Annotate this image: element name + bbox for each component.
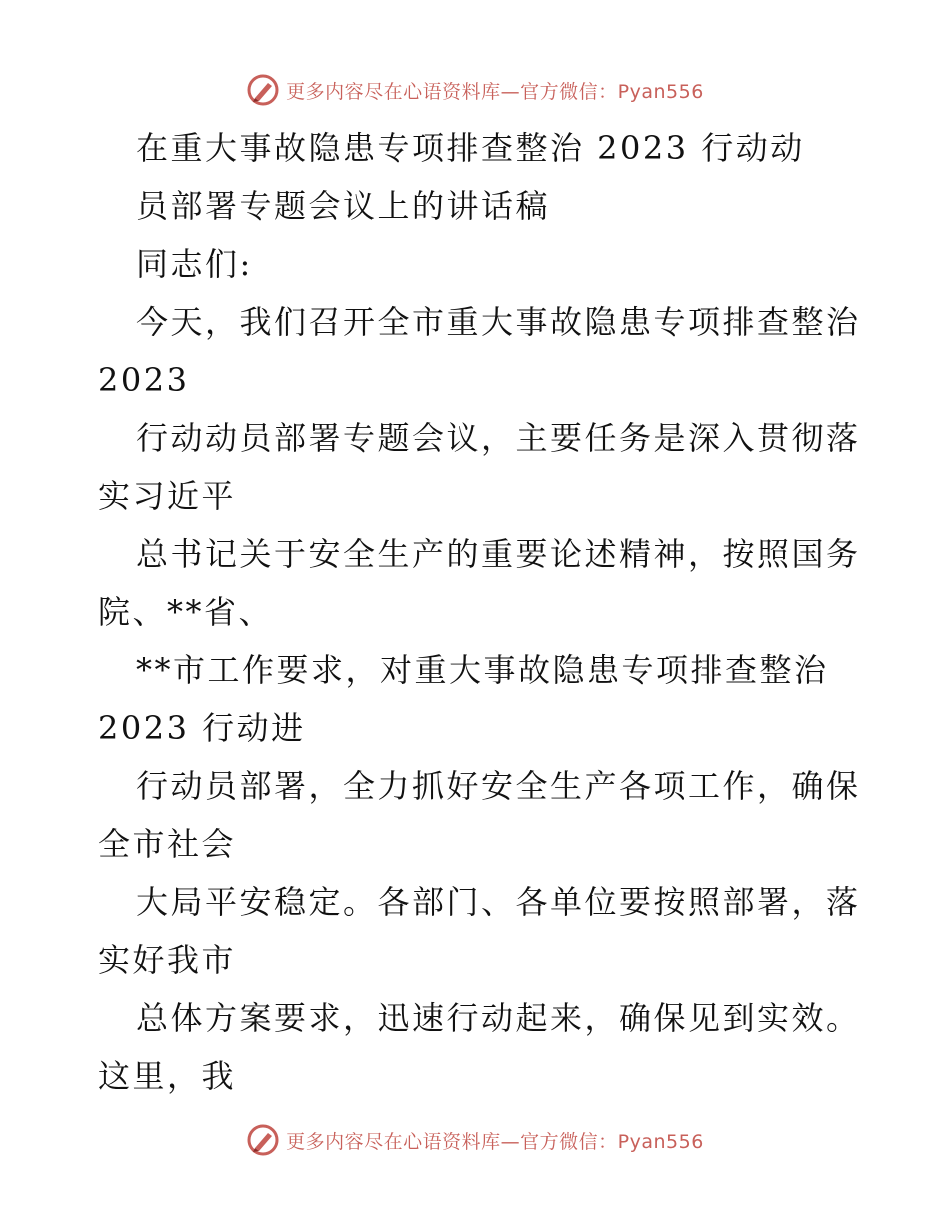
paragraph-line: 院、**省、 xyxy=(98,593,274,631)
paragraph-line: 实好我市 xyxy=(98,941,237,979)
paragraph-line: 全市社会 xyxy=(98,825,237,863)
title-line-2: 员部署专题会议上的讲话稿 xyxy=(136,187,551,225)
paragraph-line: 行动动员部署专题会议，主要任务是深入贯彻落 xyxy=(136,419,861,457)
pen-circle-logo-icon xyxy=(246,73,280,107)
paragraph-line: 总体方案要求，迅速行动起来，确保见到实效。 xyxy=(136,999,861,1037)
salutation: 同志们: xyxy=(136,245,253,283)
paragraph-line: 总书记关于安全生产的重要论述精神，按照国务 xyxy=(136,535,861,573)
paragraph-line: 行动员部署，全力抓好安全生产各项工作，确保 xyxy=(136,767,861,805)
paragraph-line: 大局平安稳定。各部门、各单位要按照部署，落 xyxy=(136,883,861,921)
watermark-text: 更多内容尽在心语资料库—官方微信：Pyan556 xyxy=(286,1130,704,1153)
paragraph-line: 今天，我们召开全市重大事故隐患专项排查整治 xyxy=(136,303,861,341)
paragraph-line: 2023 行动进 xyxy=(98,709,306,747)
watermark-text: 更多内容尽在心语资料库—官方微信：Pyan556 xyxy=(286,80,704,103)
paragraph-line: 2023 xyxy=(98,361,190,399)
header-watermark xyxy=(0,70,950,110)
paragraph-line: 实习近平 xyxy=(98,477,237,515)
title-line-1: 在重大事故隐患专项排查整治 2023 行动动 xyxy=(136,129,805,167)
footer-watermark xyxy=(0,1120,950,1160)
paragraph-line: 这里，我 xyxy=(98,1057,237,1095)
paragraph-line: **市工作要求，对重大事故隐患专项排查整治 xyxy=(136,651,829,689)
pen-circle-logo-icon xyxy=(246,1123,280,1157)
